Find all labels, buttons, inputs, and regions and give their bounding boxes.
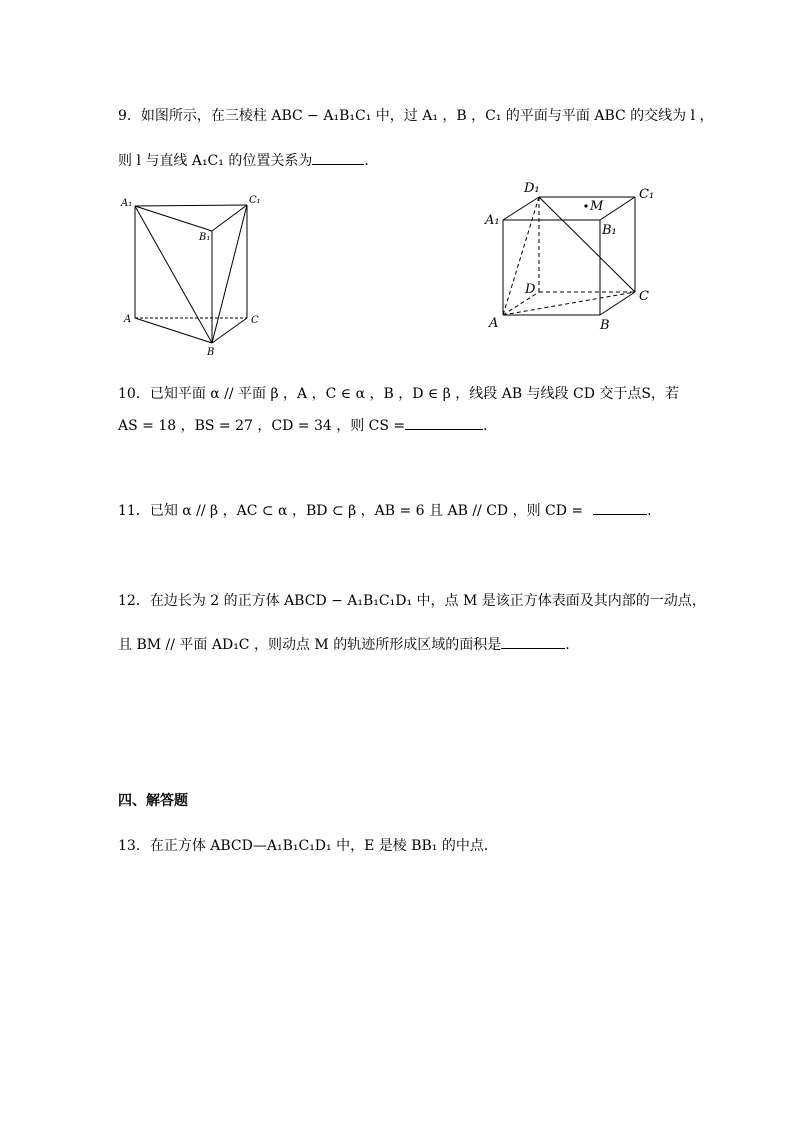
edge-BC <box>600 292 635 315</box>
q12-line2-end: . <box>565 637 570 653</box>
q13-line: 13．在正方体 ABCD—A₁B₁C₁D₁ 中，E 是棱 BB₁ 的中点． <box>118 838 498 854</box>
label-B: B <box>600 318 610 333</box>
label-M: M <box>590 199 604 214</box>
diag-AC-hidden <box>503 292 635 315</box>
q10-line2 <box>118 415 488 436</box>
q11-line <box>118 500 652 521</box>
edge-A1D1 <box>503 197 539 220</box>
q12-answer-blank <box>501 634 565 649</box>
edge-A1C1 <box>135 205 247 206</box>
q11-end: . <box>647 503 652 519</box>
label-A: A <box>124 314 132 325</box>
label-C: C <box>639 289 649 304</box>
section-heading: 四、解答题 <box>118 793 188 809</box>
label-C: C <box>251 315 259 326</box>
q12-line2 <box>118 634 570 655</box>
diag-D1A-hidden <box>503 197 539 315</box>
label-A1: A₁ <box>121 198 133 209</box>
q10-line1: 10．已知平面 α // 平面 β ，A ，C ∈ α ，B ，D ∈ β ，线段 AB 与线段 CD 交于点S，若 <box>118 386 679 402</box>
label-B1: B₁ <box>602 223 617 238</box>
label-D1: D₁ <box>524 181 540 196</box>
q9-line2-end: ． <box>364 153 379 169</box>
q12-line1: 12．在边长为 2 的正方体 ABCD − A₁B₁C₁D₁ 中，点 M 是该正方体表面及其内部的一动点， <box>118 593 706 609</box>
diag-A1B <box>135 206 212 343</box>
edge-B1C1 <box>600 197 635 220</box>
label-C1: C₁ <box>249 195 261 206</box>
q10-line2-end: . <box>483 418 488 434</box>
label-C1: C₁ <box>639 187 655 202</box>
q10-line2-text: AS = 18 ，BS = 27 ，CD = 34 ，则 CS = <box>118 418 406 434</box>
label-A1: A₁ <box>485 213 500 228</box>
q11-text: 11．已知 α // β ，AC ⊂ α ，BD ⊂ β ，AB = 6 且 AB // CD ，则 CD = <box>118 503 584 519</box>
q12-line2-text: 且 BM // 平面 AD₁C ，则动点 M 的轨迹所形成区域的面积是 <box>118 637 502 653</box>
label-A: A <box>489 316 499 331</box>
q9-line1: 9．如图所示，在三棱柱 ABC − A₁B₁C₁ 中，过 A₁ ，B ，C₁ 的平面与平面 ABC 的交线为 l ， <box>118 108 714 124</box>
q9-line2-text: 则 l 与直线 A₁C₁ 的位置关系为 <box>118 153 313 169</box>
q11-answer-blank <box>593 500 647 515</box>
label-D: D <box>525 282 536 297</box>
q9-answer-blank <box>312 150 364 165</box>
cube-figure <box>480 178 670 338</box>
q9-line2 <box>118 150 378 171</box>
point-M <box>584 204 587 207</box>
q10-answer-blank <box>405 415 483 430</box>
label-B1: B₁ <box>199 232 211 243</box>
prism-figure <box>115 190 275 365</box>
diag-D1C <box>539 197 635 292</box>
label-B: B <box>207 347 215 358</box>
